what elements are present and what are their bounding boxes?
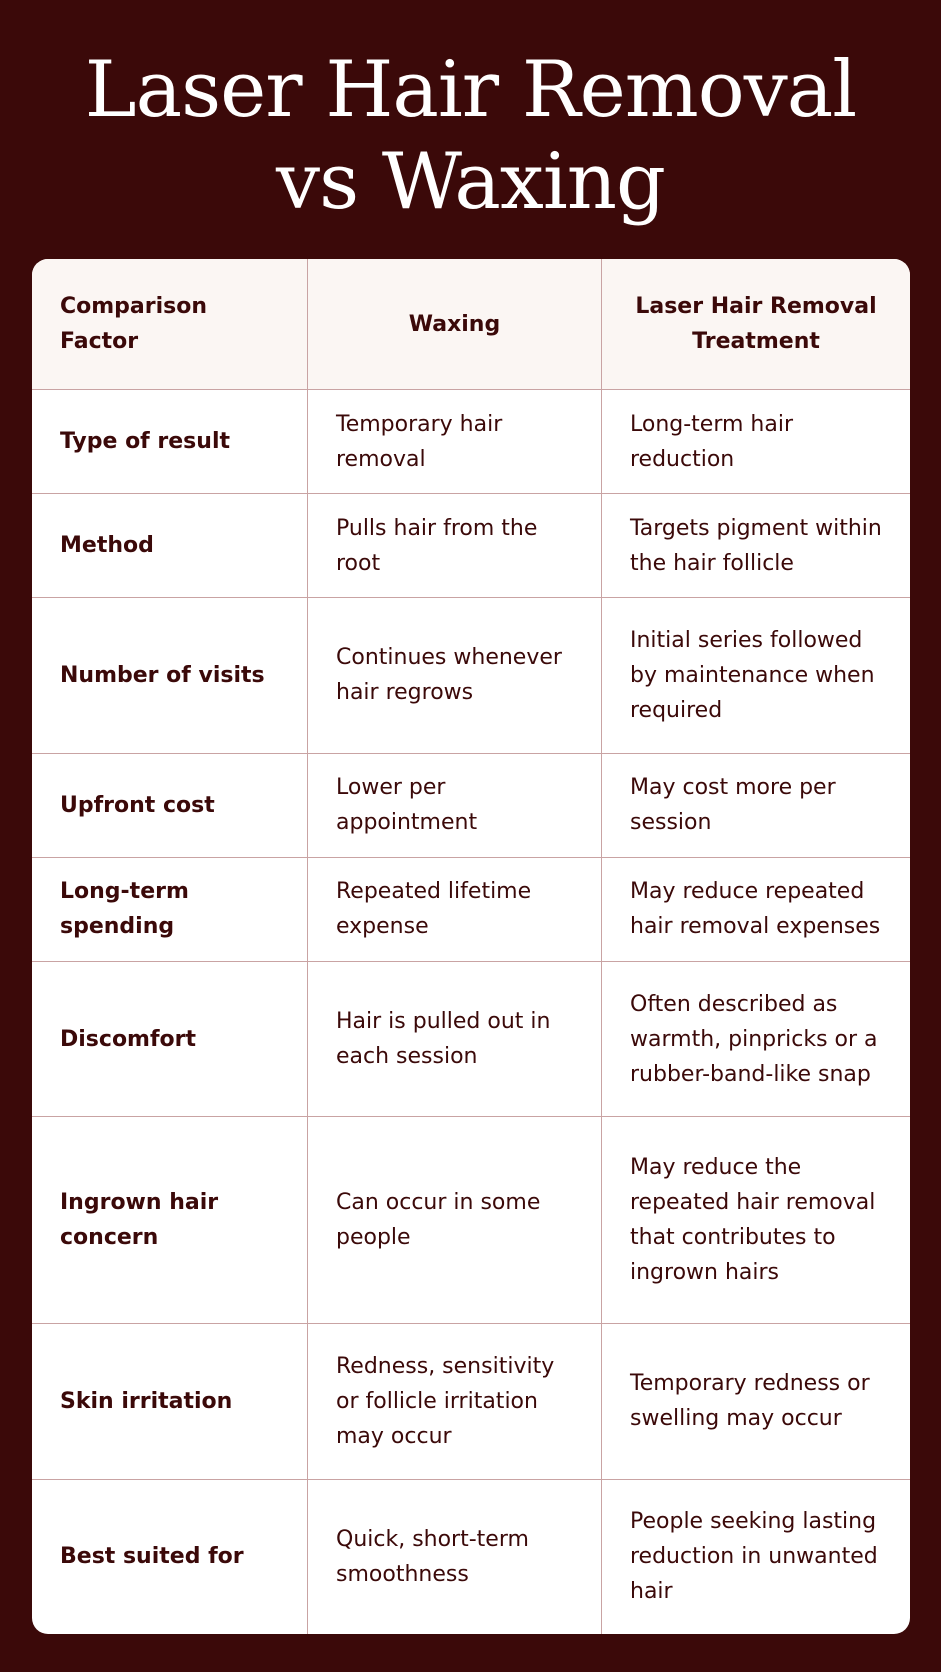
row-waxing: Quick, short-term smoothness (308, 1479, 602, 1634)
table-row (32, 1479, 910, 1634)
row-waxing: Redness, sensitivity or follicle irritation may occur (308, 1324, 602, 1479)
row-laser: Temporary redness or swelling may occur (602, 1324, 911, 1479)
table-row (32, 598, 910, 753)
row-laser: Initial series followed by maintenance when required (602, 598, 911, 753)
title-line-2: vs Waxing (276, 137, 665, 227)
row-waxing: Lower per appointment (308, 753, 602, 857)
title-line-1: Laser Hair Removal (84, 45, 857, 135)
row-laser: May cost more per session (602, 753, 911, 857)
row-waxing: Repeated lifetime expense (308, 857, 602, 961)
header-waxing: Waxing (308, 259, 602, 390)
header-comparison-factor: Comparison Factor (32, 259, 308, 390)
row-factor: Discomfort (32, 961, 308, 1116)
table-row (32, 857, 910, 961)
table-row (32, 753, 910, 857)
row-factor: Ingrown hair concern (32, 1117, 308, 1324)
row-waxing: Temporary hair removal (308, 390, 602, 494)
row-laser: May reduce repeated hair removal expenses (602, 857, 911, 961)
header-laser: Laser Hair Removal Treatment (602, 259, 911, 390)
row-laser: May reduce the repeated hair removal that contributes to ingrown hairs (602, 1117, 911, 1324)
comparison-table-card (32, 259, 910, 1634)
table-header-row (32, 259, 910, 390)
row-factor: Method (32, 494, 308, 598)
comparison-table (32, 259, 910, 1634)
table-row (32, 494, 910, 598)
row-laser: Targets pigment within the hair follicle (602, 494, 911, 598)
page-title (0, 44, 941, 228)
table-row (32, 1117, 910, 1324)
row-waxing: Pulls hair from the root (308, 494, 602, 598)
row-waxing: Continues whenever hair regrows (308, 598, 602, 753)
row-factor: Best suited for (32, 1479, 308, 1634)
row-factor: Upfront cost (32, 753, 308, 857)
row-factor: Type of result (32, 390, 308, 494)
row-factor: Skin irritation (32, 1324, 308, 1479)
row-waxing: Hair is pulled out in each session (308, 961, 602, 1116)
table-row (32, 390, 910, 494)
row-waxing: Can occur in some people (308, 1117, 602, 1324)
row-laser: Long-term hair reduction (602, 390, 911, 494)
row-factor: Long-term spending (32, 857, 308, 961)
row-laser: People seeking lasting reduction in unwanted hair (602, 1479, 911, 1634)
table-row (32, 1324, 910, 1479)
row-laser: Often described as warmth, pinpricks or a rubber-band-like snap (602, 961, 911, 1116)
table-row (32, 961, 910, 1116)
row-factor: Number of visits (32, 598, 308, 753)
